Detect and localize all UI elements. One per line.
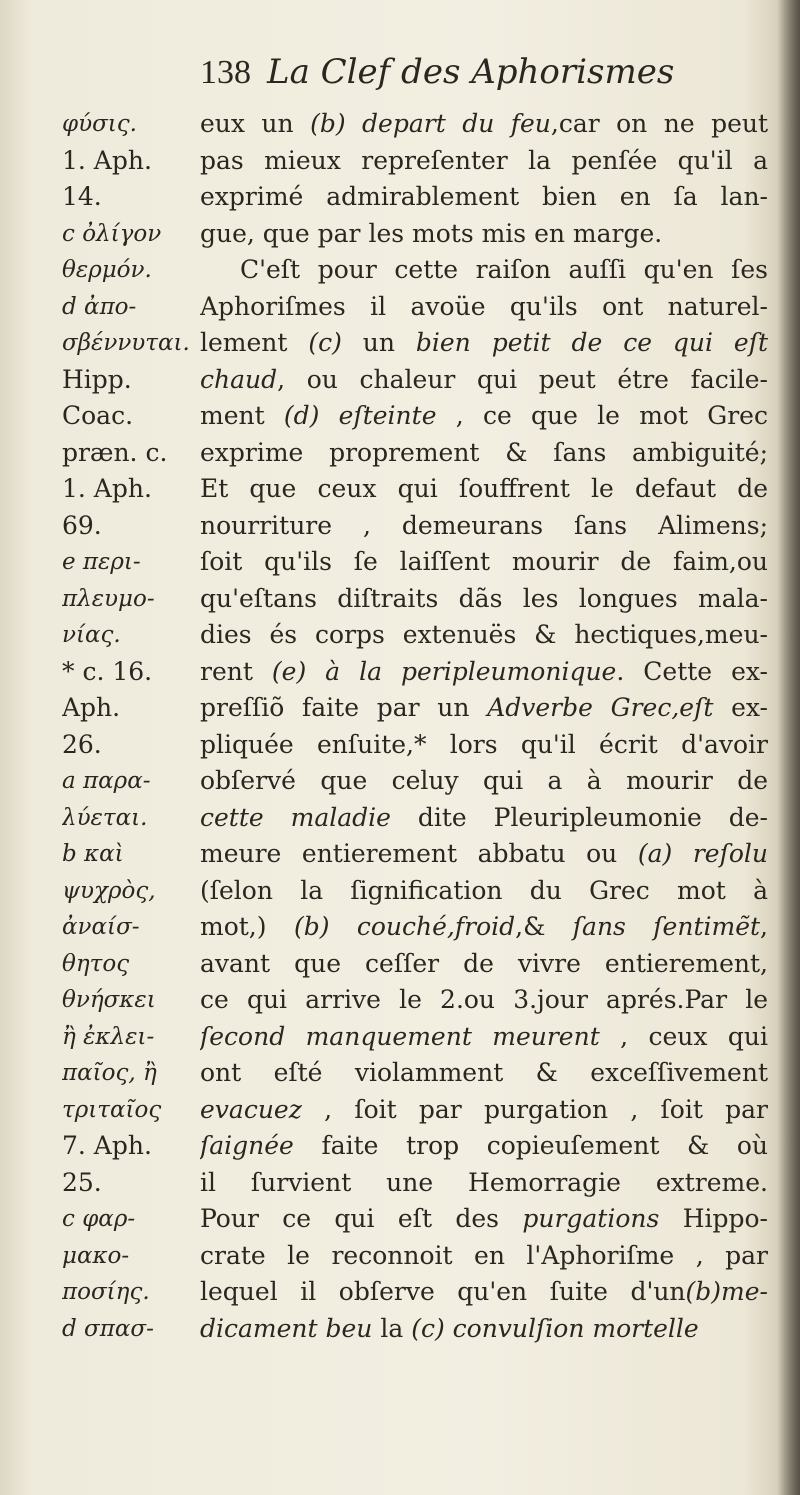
text-line (200, 727, 768, 764)
text-line (200, 435, 768, 472)
text-line (200, 1311, 768, 1348)
text-line (200, 544, 768, 581)
text-segment: faite trop copieuſement & où (293, 1131, 768, 1160)
text-segment: ce qui arrive le 2.ou 3.jour aprés.Par le (200, 985, 768, 1014)
italic-segment: ſaignée (200, 1131, 294, 1160)
margin-note: 69. (62, 510, 102, 540)
margin-note: Coac. (62, 401, 134, 430)
text-line (200, 471, 768, 508)
margin-note: Hipp. (62, 364, 132, 394)
text-segment: eux un (200, 109, 311, 138)
margin-note: præn. c. (62, 437, 168, 467)
text-segment: exprimé admirablement bien en ſa lan- (200, 182, 768, 211)
text-segment: Pour ce qui eſt des (200, 1204, 523, 1233)
italic-segment: purgations (522, 1204, 660, 1233)
text-segment: Et que ceux qui ſouffrent le defaut de (200, 474, 768, 503)
margin-note: e περι- (62, 549, 141, 575)
text-line (200, 143, 768, 180)
margin-note: 1. Aph. (62, 145, 152, 175)
margin-note: σβέννυται. (62, 330, 190, 356)
page-edge-shadow (778, 0, 800, 1495)
text-line (200, 508, 768, 545)
text-line (200, 982, 768, 1019)
text-segment: avant que ceſſer de vivre entierement, (200, 948, 768, 978)
margin-note: πλευμο- (62, 585, 155, 612)
margin-note: c φαρ- (62, 1206, 136, 1232)
text-segment: nourriture , demeurans ſans Alimens; (200, 510, 768, 540)
margin-note: b καὶ (62, 841, 124, 867)
margin-notes (62, 106, 194, 1347)
italic-segment: evacuez (200, 1094, 302, 1124)
text-segment: exprime proprement & ſans ambiguité; (200, 437, 768, 467)
margin-note: 26. (62, 729, 102, 759)
margin-note: c ὀλίγον (62, 220, 162, 247)
margin-note: τριταῖος (62, 1096, 162, 1123)
text-line (200, 1092, 768, 1129)
text-line (200, 690, 768, 727)
text-segment: pas mieux repreſenter la penſée qu'il a (200, 145, 768, 175)
margin-note: φύσις. (62, 111, 137, 137)
text-segment: , ce que le mot Grec (436, 401, 768, 430)
text-line (200, 909, 768, 946)
text-line (200, 1019, 768, 1056)
text-line (200, 106, 768, 143)
italic-segment: Adverbe Grec,eſt (487, 693, 714, 722)
margin-note: παῖος, ἢ (62, 1060, 157, 1086)
italic-segment: dicament beu (200, 1313, 373, 1343)
text-segment: il ſurvient une Hemorragie extreme. (200, 1167, 768, 1197)
margin-note: θητος (62, 950, 130, 977)
text-segment: ont eſté violamment & exceſſivement (200, 1058, 768, 1087)
text-segment: ex- (713, 693, 768, 722)
text-segment: rent (200, 656, 272, 686)
text-segment: , ou chaleur qui peut étre facile- (277, 364, 768, 394)
italic-segment: (e) à la peripleumonique (271, 656, 617, 686)
text-line (200, 1201, 768, 1238)
margin-note: a παρα- (62, 768, 151, 794)
text-line (200, 581, 768, 618)
italic-segment: (c) convulſion mortelle (411, 1313, 699, 1343)
body-text (200, 106, 768, 1347)
text-line (200, 763, 768, 800)
text-line (200, 836, 768, 873)
text-segment: C'eſt pour cette raiſon auſſi qu'en ſes (240, 255, 768, 284)
text-segment: obſervé que celuy qui a à mourir de (200, 766, 768, 795)
text-line (200, 1238, 768, 1275)
text-segment: qu'eſtans diſtraits dãs les longues mala- (200, 583, 768, 613)
text-segment: dite Pleuripleumonie de- (390, 802, 768, 832)
italic-segment: (b) depart du feu (310, 109, 551, 138)
text-segment: ſoit qu'ils ſe laiſſent mourir de faim,ou (200, 547, 768, 576)
margin-note: 1. Aph. (62, 474, 152, 503)
text-line (200, 873, 768, 910)
text-segment: la (372, 1313, 412, 1343)
text-line (200, 289, 768, 326)
text-segment: , ſoit par purgation , ſoit par (301, 1094, 768, 1124)
margin-note: λύεται. (62, 804, 148, 831)
italic-segment: (a) reſolu (637, 839, 768, 868)
margin-note: ἀναίσ- (62, 914, 140, 940)
margin-note: ἢ ἐκλει- (62, 1023, 155, 1050)
running-header (200, 52, 760, 96)
text-line (200, 252, 768, 289)
text-segment: gue, que par les mots mis en marge. (200, 218, 663, 248)
text-segment: pliquée enſuite,* lors qu'il écrit d'avoir (200, 729, 768, 759)
text-line (200, 179, 768, 216)
text-line (200, 1128, 768, 1165)
text-segment: ,car on ne peut (550, 109, 768, 138)
italic-segment: (b)me- (685, 1277, 768, 1306)
text-line (200, 1165, 768, 1202)
text-segment: (ſelon la ſignification du Grec mot à (200, 875, 768, 905)
text-line (200, 654, 768, 691)
text-line (200, 1055, 768, 1092)
italic-segment: ſans ſentimẽt (572, 912, 761, 941)
italic-segment: (d) eſteinte (283, 401, 437, 430)
italic-segment: ſecond manquement meurent (200, 1021, 600, 1051)
margin-note: μακο- (62, 1242, 130, 1269)
text-segment: lement (200, 328, 309, 357)
text-segment: meure entierement abbatu ou (200, 839, 638, 868)
text-line (200, 398, 768, 435)
text-segment: ment (200, 401, 284, 430)
running-title: La Clef des Aphorismes (267, 52, 675, 92)
margin-note: 25. (62, 1167, 102, 1197)
text-line (200, 362, 768, 399)
text-segment: dies és corps extenuës & hectiques,meu- (200, 620, 768, 649)
margin-note: d ἀπο- (62, 293, 137, 320)
text-segment: preſſiõ faite par un (200, 693, 488, 722)
text-segment: ,& (515, 912, 573, 941)
text-line (200, 216, 768, 253)
text-line (200, 946, 768, 983)
text-segment: Aphoriſmes il avoüe qu'ils ont naturel- (200, 291, 768, 321)
text-segment: un (362, 328, 416, 357)
text-line (200, 800, 768, 837)
italic-segment: cette maladie (200, 802, 391, 832)
text-segment: , ceux qui (599, 1021, 768, 1051)
text-segment: mot,) (200, 912, 294, 941)
text-line (200, 1274, 768, 1311)
text-segment: . Cette ex- (616, 656, 768, 686)
text-segment: crate le reconnoit en l'Aphoriſme , par (200, 1240, 768, 1270)
margin-note: Aph. (62, 693, 121, 722)
margin-note: θνήσκει (62, 987, 156, 1013)
italic-segment: (b) couché,froid (293, 912, 516, 941)
margin-note: 7. Aph. (62, 1131, 152, 1160)
italic-segment: (c) (308, 328, 363, 357)
italic-segment: chaud (200, 364, 278, 394)
margin-note: 14. (62, 182, 102, 211)
page-number: 138 (200, 54, 251, 91)
margin-note: νίας. (62, 622, 121, 648)
text-segment: , (760, 912, 768, 941)
margin-note: θερμόν. (62, 257, 152, 283)
margin-note: ψυχρὸς, (62, 877, 156, 904)
text-segment: lequel il obſerve qu'en ſuite d'un (200, 1277, 686, 1306)
text-line (200, 617, 768, 654)
margin-note: * c. 16. (62, 656, 153, 686)
margin-note: ποσίης. (62, 1279, 150, 1305)
margin-note: d σπασ- (62, 1315, 154, 1342)
text-line (200, 325, 768, 362)
text-segment: Hippo- (659, 1204, 768, 1233)
italic-segment: bien petit de ce qui eſt (415, 328, 768, 357)
